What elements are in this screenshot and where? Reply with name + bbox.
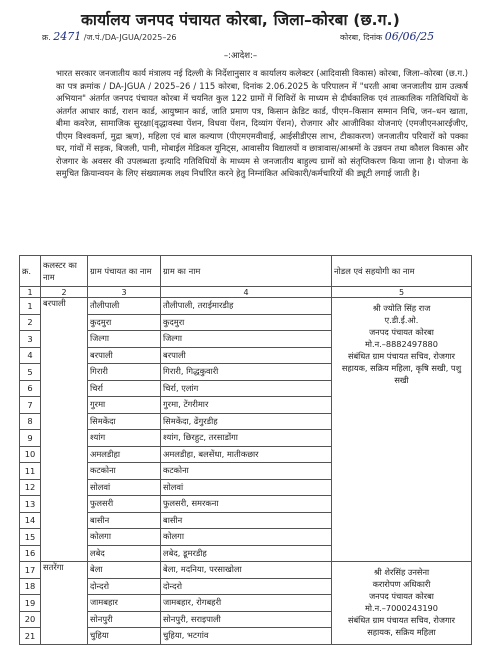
serial-number: 13	[20, 496, 41, 513]
gram-panchayat-name: कुदमुरा	[88, 314, 161, 331]
nodal-designation: करारोपण अधिकारी	[372, 579, 431, 589]
village-name: कटकोना	[161, 463, 332, 480]
serial-number: 2	[20, 314, 41, 331]
gram-panchayat-name: चुहिया	[88, 628, 161, 645]
village-name: गिरारी, गिद्धकुवारी	[161, 364, 332, 381]
village-name: सिमकेंदा, ढेंगुरडीह	[161, 413, 332, 430]
column-index: 2	[41, 287, 88, 298]
column-header: ग्राम पंचायत का नाम	[88, 256, 161, 287]
nodal-name: श्री ज्योति सिंह राज	[372, 303, 431, 313]
gram-panchayat-name: दोन्दरो	[88, 578, 161, 595]
village-name: जामबहार, रोगबहरी	[161, 595, 332, 612]
village-name: बासीन	[161, 512, 332, 529]
gram-panchayat-name: गिरारी	[88, 364, 161, 381]
serial-number: 1	[20, 298, 41, 315]
nodal-designation: ए.डी.ई.ओ.	[384, 315, 419, 325]
gram-panchayat-name: लबेद	[88, 545, 161, 562]
gram-panchayat-name: श्यांग	[88, 430, 161, 447]
serial-number: 5	[20, 364, 41, 381]
date-label: कोरबा, दिनांक	[340, 33, 383, 42]
village-name: चिर्रा, एलांग	[161, 380, 332, 397]
ref-prefix: क्र.	[42, 33, 51, 42]
gram-panchayat-name: फुलसरी	[88, 496, 161, 513]
gram-panchayat-name: बरपाली	[88, 347, 161, 364]
gram-panchayat-name: कटकोना	[88, 463, 161, 480]
gram-panchayat-name: सोलवां	[88, 479, 161, 496]
table-index-row	[20, 287, 472, 298]
gram-panchayat-name: चिर्रा	[88, 380, 161, 397]
column-index: 1	[20, 287, 41, 298]
village-name: अमलडीहा, बलसेंधा, मातीकछार	[161, 446, 332, 463]
village-name: श्यांग, छिरहुट, तरसाडोंगा	[161, 430, 332, 447]
date-line	[340, 30, 434, 43]
serial-number: 15	[20, 529, 41, 546]
gram-panchayat-name: बासीन	[88, 512, 161, 529]
village-name: चुहिया, भटगांव	[161, 628, 332, 645]
serial-number: 20	[20, 611, 41, 628]
serial-number: 14	[20, 512, 41, 529]
serial-number: 16	[20, 545, 41, 562]
nodal-officer-cell	[332, 562, 472, 645]
column-index: 3	[88, 287, 161, 298]
serial-number: 11	[20, 463, 41, 480]
village-name: गुरमा, टेंगरीमार	[161, 397, 332, 414]
reference-number	[42, 30, 177, 43]
gram-panchayat-name: गुरमा	[88, 397, 161, 414]
serial-number: 6	[20, 380, 41, 397]
nodal-officer-cell	[332, 298, 472, 562]
village-name: तौलीपाली, तराईमारडीह	[161, 298, 332, 315]
nodal-office: जनपद पंचायत कोरबा	[369, 591, 434, 601]
column-header: ग्राम का नाम	[161, 256, 332, 287]
gram-panchayat-name: जिल्गा	[88, 331, 161, 348]
village-name: कुदमुरा	[161, 314, 332, 331]
date-handwritten: 06/06/25	[384, 30, 435, 43]
serial-number: 10	[20, 446, 41, 463]
serial-number: 3	[20, 331, 41, 348]
village-name: बरपाली	[161, 347, 332, 364]
serial-number: 9	[20, 430, 41, 447]
gram-panchayat-name: कोलगा	[88, 529, 161, 546]
village-name: फुलसरी, समरकना	[161, 496, 332, 513]
serial-number: 18	[20, 578, 41, 595]
duty-table	[19, 255, 472, 645]
village-name: दोन्दरो	[161, 578, 332, 595]
nodal-support: संबंधित ग्राम पंचायत सचिव, रोजगार सहायक, सक्रिय महिला, कृषि सखी, पशु सखी	[341, 351, 462, 385]
village-name: सोनपुरी, सराइपाली	[161, 611, 332, 628]
office-title: कार्यालय जनपद पंचायत कोरबा, जिला–कोरबा (छ.ग.)	[80, 11, 401, 29]
village-name: कोलगा	[161, 529, 332, 546]
table-row	[20, 298, 472, 315]
nodal-office: जनपद पंचायत कोरबा	[369, 327, 434, 337]
column-index: 5	[332, 287, 472, 298]
nodal-mobile: मो.न.–7000243190	[365, 603, 438, 613]
serial-number: 4	[20, 347, 41, 364]
ref-suffix: /ज.पं./DA-JGUA/2025–26	[83, 33, 177, 42]
nodal-mobile: मो.न.–8882497880	[365, 339, 438, 349]
nodal-support: संबंधित ग्राम पंचायत सचिव, रोजगार सहायक, सक्रिय महिला	[347, 615, 456, 637]
gram-panchayat-name: अमलडीहा	[88, 446, 161, 463]
village-name: सोलवां	[161, 479, 332, 496]
village-name: लबेद, डूमरडीह	[161, 545, 332, 562]
column-index: 4	[161, 287, 332, 298]
table-row	[20, 562, 472, 579]
gram-panchayat-name: बेला	[88, 562, 161, 579]
order-heading: –:आदेश:–	[223, 51, 258, 61]
serial-number: 17	[20, 562, 41, 579]
gram-panchayat-name: तौलीपाली	[88, 298, 161, 315]
gram-panchayat-name: जामबहार	[88, 595, 161, 612]
serial-number: 8	[20, 413, 41, 430]
gram-panchayat-name: सोनपुरी	[88, 611, 161, 628]
cluster-name: सतरेंगा	[41, 562, 88, 645]
column-header: कलस्टर का नाम	[41, 256, 88, 287]
ref-number-handwritten: 2471	[53, 30, 82, 43]
cluster-name: बरपाली	[41, 298, 88, 562]
nodal-name: श्री शेरसिंह उनसेना	[373, 567, 430, 577]
serial-number: 12	[20, 479, 41, 496]
column-header: क्र.	[20, 256, 41, 287]
table-header-row	[20, 256, 472, 287]
order-body-paragraph: भारत सरकार जनजातीय कार्य मंत्रालय नई दिल्ली के निर्देशानुसार व कार्यालय कलेक्टर (आदिवासी विकास) कोरबा, जिला–कोरबा (छ.ग.) का पत्र क्रमांक / DA-JGUA / 2025–26 / 115 कोरबा, दिनांक 2.06.2025 के परिपालन में "धरती आबा जनजातीय ग्राम उत्कर्ष अभियान" अंतर्गत जनपद पंचायत कोरबा में चयनित कुल 122 ग्रामों में शिविरों के माध्यम से दीर्घकालिक एवं तात्कालिक गतिविधियों के अंतर्गत आधार कार्ड, राशन कार्ड, आयुष्मान कार्ड, जाति प्रमाण पत्र, किसान क्रेडिट कार्ड, पीएम–किसान सम्मान निधि, जन–धन खाता, बीमा कवरेज, सामाजिक सुरक्षा(वृद्धावस्था पेंशन, विधवा पेंशन, दिव्यांग पेंशन), रोजगार और आजीविका योजनाएं (एमजीएनआरईजीए, पीएम विश्वकर्मा, मुद्रा ऋण), महिला एवं बाल कल्याण (पीएमएमवीवाई, आईसीडीएस लाभ, टीकाकरण) जनजातीय परिवारों को पक्का घर, गांवों में सड़क, बिजली, पानी, मोबाईल मेडिकल यूनिट्स, आवासीय विद्यालयों व छात्रावास/आश्रमों के उन्नयन तथा कौशल विकास और रोजगार के अवसर की उपलब्धता इत्यादि गतिविधियों के माध्यम से जनजातीय बाहुल्य ग्रामों को संतृप्तिकरण किया जाना है। योजना के समुचित क्रियान्वयन के लिए संख्यात्मक लक्ष्य निर्धारित करने हेतु निम्नांकित अधिकारी/कर्मचारियों की ड्यूटी लगाई जाती है।	[56, 68, 468, 178]
village-name: जिल्गा	[161, 331, 332, 348]
gram-panchayat-name: सिमकेंदा	[88, 413, 161, 430]
village-name: बेला, मदनिया, परसाखोला	[161, 562, 332, 579]
serial-number: 7	[20, 397, 41, 414]
column-header: नोडल एवं सहयोगी का नाम	[332, 256, 472, 287]
serial-number: 19	[20, 595, 41, 612]
serial-number: 21	[20, 628, 41, 645]
